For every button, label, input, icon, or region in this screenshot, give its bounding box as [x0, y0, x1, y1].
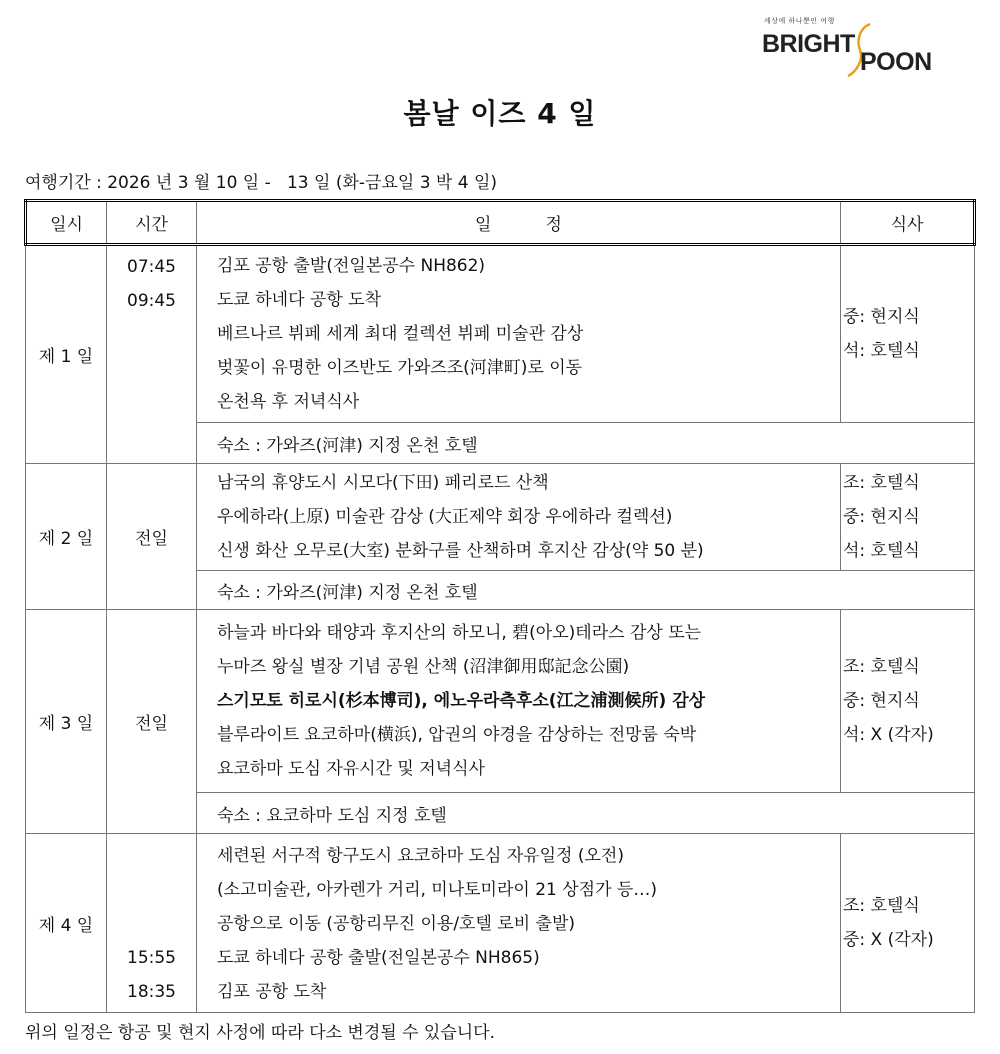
footnote: 위의 일정은 항공 및 현지 사정에 따라 다소 변경될 수 있습니다.	[25, 1023, 495, 1043]
plan-line: 김포 공항 출발(전일본공수 NH862)	[217, 256, 486, 276]
accommodation-cell: 숙소 : 가와즈(河津) 지정 온천 호텔	[197, 571, 975, 610]
plan-cell	[197, 834, 841, 1013]
meal-line: 중: 현지식	[843, 307, 920, 327]
meal-line: 중: 현지식	[843, 507, 920, 527]
table-row	[26, 464, 975, 571]
meal-cell	[841, 610, 975, 793]
meal-line: 석: X (각자)	[843, 725, 934, 745]
time-value: 18:35	[127, 982, 176, 1002]
meal-line: 중: 현지식	[843, 691, 920, 711]
table-header-row	[26, 201, 975, 245]
plan-line: 도쿄 하네다 공항 도착	[217, 290, 382, 310]
brand-logo	[760, 14, 950, 78]
day-label: 제 2 일	[26, 464, 107, 610]
plan-line: (소고미술관, 아카렌가 거리, 미나토미라이 21 상점가 등…)	[217, 880, 657, 900]
accommodation-cell: 숙소 : 요코하마 도심 지정 호텔	[197, 793, 975, 834]
day-label: 제 4 일	[26, 834, 107, 1013]
plan-line: 베르나르 뷔페 세계 최대 컬렉션 뷔페 미술관 감상	[217, 324, 584, 344]
logo-word-bright: BRIGHT	[762, 30, 855, 58]
plan-line-highlight: 스기모토 히로시(杉本博司), 에노우라측후소(江之浦測候所) 감상	[217, 691, 706, 711]
time-value	[107, 907, 196, 941]
logo-word-poon: POON	[860, 48, 932, 76]
time-cell	[107, 245, 197, 464]
meal-line: 조: 호텔식	[843, 473, 920, 493]
plan-line: 하늘과 바다와 태양과 후지산의 하모니, 碧(아오)테라스 감상 또는	[217, 623, 702, 643]
plan-line: 도쿄 하네다 공항 출발(전일본공수 NH865)	[217, 948, 540, 968]
time-value: 09:45	[127, 291, 176, 311]
page-title: 봄날 이즈 4 일	[403, 97, 597, 130]
time-cell: 전일	[107, 464, 197, 610]
meal-line: 석: 호텔식	[843, 341, 920, 361]
day-label: 제 3 일	[26, 610, 107, 834]
time-value	[107, 839, 196, 873]
plan-line: 공항으로 이동 (공항리무진 이용/호텔 로비 출발)	[217, 914, 576, 934]
header-time: 시간	[107, 201, 197, 245]
meal-cell	[841, 834, 975, 1013]
itinerary-table	[24, 199, 976, 1013]
plan-line: 벚꽃이 유명한 이즈반도 가와즈조(河津町)로 이동	[217, 358, 583, 378]
plan-line: 신생 화산 오무로(大室) 분화구를 산책하며 후지산 감상(약 50 분)	[217, 541, 704, 561]
plan-line: 블루라이트 요코하마(横浜), 압권의 야경을 감상하는 전망룸 숙박	[217, 725, 697, 745]
meal-line: 조: 호텔식	[843, 896, 920, 916]
time-value: 07:45	[127, 257, 176, 277]
day-label: 제 1 일	[26, 245, 107, 464]
plan-line: 누마즈 왕실 별장 기념 공원 산책 (沼津御用邸記念公園)	[217, 657, 630, 677]
plan-line: 김포 공항 도착	[217, 982, 327, 1002]
plan-line: 우에하라(上原) 미술관 감상 (大正제약 회장 우에하라 컬렉션)	[217, 507, 673, 527]
plan-line: 요코하마 도심 자유시간 및 저녁식사	[217, 759, 485, 779]
table-row	[26, 245, 975, 423]
logo-tagline: 세상에 하나뿐인 여행	[764, 17, 835, 25]
meal-line: 중: X (각자)	[843, 930, 934, 950]
plan-cell	[197, 464, 841, 571]
table-row	[26, 610, 975, 793]
meal-line: 조: 호텔식	[843, 657, 920, 677]
header-plan: 일 정	[197, 201, 841, 245]
meal-line: 석: 호텔식	[843, 541, 920, 561]
plan-cell	[197, 610, 841, 793]
time-value: 15:55	[127, 948, 176, 968]
table-row	[26, 834, 975, 1013]
plan-line: 세련된 서구적 항구도시 요코하마 도심 자유일정 (오전)	[217, 846, 624, 866]
plan-cell	[197, 245, 841, 423]
plan-line: 남국의 휴양도시 시모다(下田) 페리로드 산책	[217, 473, 549, 493]
meal-cell	[841, 245, 975, 423]
time-cell	[107, 834, 197, 1013]
time-cell: 전일	[107, 610, 197, 834]
header-day: 일시	[26, 201, 107, 245]
plan-line: 온천욕 후 저녁식사	[217, 392, 360, 412]
time-value	[107, 873, 196, 907]
accommodation-cell: 숙소 : 가와즈(河津) 지정 온천 호텔	[197, 423, 975, 464]
header-meal: 식사	[841, 201, 975, 245]
travel-period: 여행기간 : 2026 년 3 월 10 일 - 13 일 (화-금요일 3 박 4 일)	[25, 173, 498, 193]
meal-cell	[841, 464, 975, 571]
